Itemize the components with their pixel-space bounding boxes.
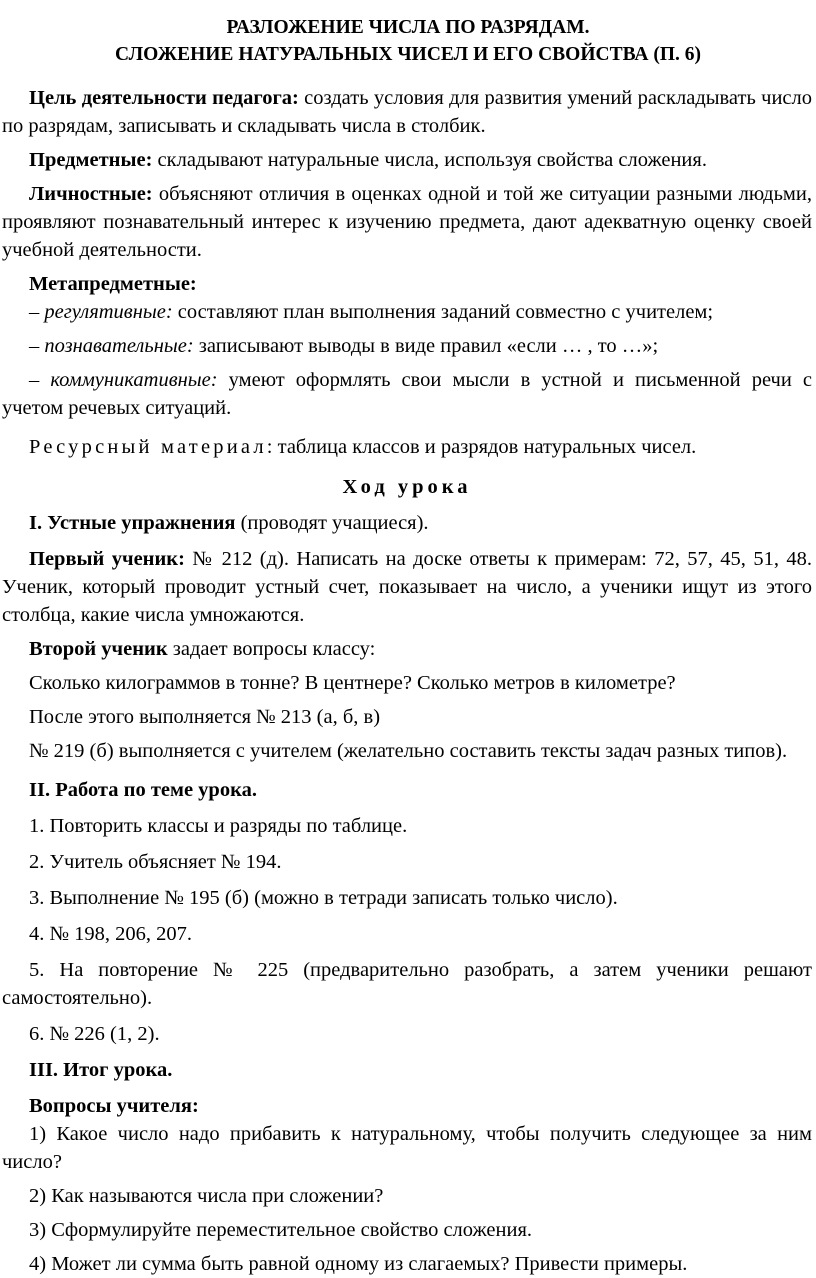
- section2-item: 5. На повторение № 225 (предварительно разобрать, а затем ученики решают самостоятельно).: [2, 959, 812, 1009]
- meta-item-prefix: –: [29, 335, 45, 357]
- meta-item-regulative: [2, 298, 812, 326]
- meta-item-label: коммуникативные:: [50, 369, 218, 391]
- meta-item-text: записывают выводы в виде правил «если … , то …»;: [193, 335, 659, 357]
- meta-item-prefix: –: [29, 369, 51, 391]
- subject-text: складывают натуральные числа, используя свойства сложения.: [152, 149, 707, 171]
- resource-paragraph: [2, 433, 812, 461]
- resource-label: Ресурсный материал: [29, 436, 267, 458]
- personal-text: объясняют отличия в оценках одной и той же ситуации разными людьми, проявляют познавательный интерес к изучению предмета, дают адекватную оценку своей учебной деятельности.: [2, 183, 812, 261]
- second-student-text: задает вопросы классу:: [167, 638, 376, 660]
- section2-item: 6. № 226 (1, 2).: [29, 1023, 160, 1045]
- meta-label: Метапредметные:: [29, 273, 197, 295]
- teacher-question: 1) Какое число надо прибавить к натуральному, чтобы получить следующее за ним число?: [2, 1123, 812, 1173]
- teacher-question: 3) Сформулируйте переместительное свойство сложения.: [29, 1219, 533, 1241]
- page-title: [0, 14, 816, 68]
- personal-label: Личностные:: [29, 183, 153, 205]
- meta-item-cognitive: [2, 332, 812, 360]
- meta-item-label: регулятивные:: [44, 301, 173, 323]
- meta-item-communicative: [2, 366, 812, 422]
- section2-item: 3. Выполнение № 195 (б) (можно в тетради записать только число).: [29, 887, 618, 909]
- first-student-paragraph: [2, 545, 812, 629]
- subject-paragraph: [2, 146, 812, 174]
- question-line: Сколько килограммов в тонне? В центнере? Сколько метров в километре?: [29, 672, 676, 694]
- goal-text: создать условия для развития умений раскладывать число по разрядам, записывать и складывать числа в столбик.: [2, 87, 812, 137]
- lesson-heading: Ход урока: [342, 476, 472, 498]
- section1-heading-label: I. Устные упражнения: [29, 512, 236, 534]
- section1-heading-rest: (проводят учащиеся).: [235, 512, 429, 534]
- meta-item-prefix: –: [29, 301, 45, 323]
- resource-text: : таблица классов и разрядов натуральных чисел.: [266, 436, 697, 458]
- goal-paragraph: [2, 84, 812, 140]
- teacher-question: 4) Может ли сумма быть равной одному из слагаемых? Привести примеры.: [29, 1253, 688, 1275]
- task-219-paragraph: № 219 (б) выполняется с учителем (желательно составить тексты задач разных типов).: [29, 740, 788, 762]
- first-student-text: № 212 (д). Написать на доске ответы к примерам: 72, 57, 45, 51, 48. Ученик, который проводит устный счет, показывает на число, а ученики ищут из этого столбца, какие числа умножаются.: [2, 548, 813, 626]
- second-student-paragraph: [2, 635, 812, 663]
- meta-item-label: познавательные:: [44, 335, 194, 357]
- title-line-2: СЛОЖЕНИЕ НАТУРАЛЬНЫХ ЧИСЕЛ И ЕГО СВОЙСТВА (П. 6): [115, 44, 701, 65]
- section2-heading: II. Работа по теме урока.: [29, 779, 257, 801]
- after-line: После этого выполняется № 213 (а, б, в): [29, 706, 381, 728]
- section2-item: 2. Учитель объясняет № 194.: [29, 851, 282, 873]
- personal-paragraph: [2, 180, 812, 264]
- second-student-label: Второй ученик: [29, 638, 168, 660]
- meta-item-text: составляют план выполнения заданий совместно с учителем;: [172, 301, 714, 323]
- subject-label: Предметные:: [29, 149, 153, 171]
- section2-item: 4. № 198, 206, 207.: [29, 923, 193, 945]
- section3-heading: III. Итог урока.: [29, 1059, 173, 1081]
- section1-heading: [2, 509, 812, 537]
- teacher-questions-label: Вопросы учителя:: [29, 1095, 199, 1117]
- document-body: [2, 84, 812, 1278]
- meta-item-text: умеют оформлять свои мысли в устной и письменной речи с учетом речевых ситуаций.: [2, 369, 812, 419]
- teacher-question: 2) Как называются числа при сложении?: [29, 1185, 384, 1207]
- title-line-1: РАЗЛОЖЕНИЕ ЧИСЛА ПО РАЗРЯДАМ.: [226, 17, 590, 38]
- section2-item: 1. Повторить классы и разряды по таблице.: [29, 815, 408, 837]
- meta-heading: [2, 270, 812, 298]
- goal-label: Цель деятельности педагога:: [29, 87, 299, 109]
- first-student-label: Первый ученик:: [29, 548, 185, 570]
